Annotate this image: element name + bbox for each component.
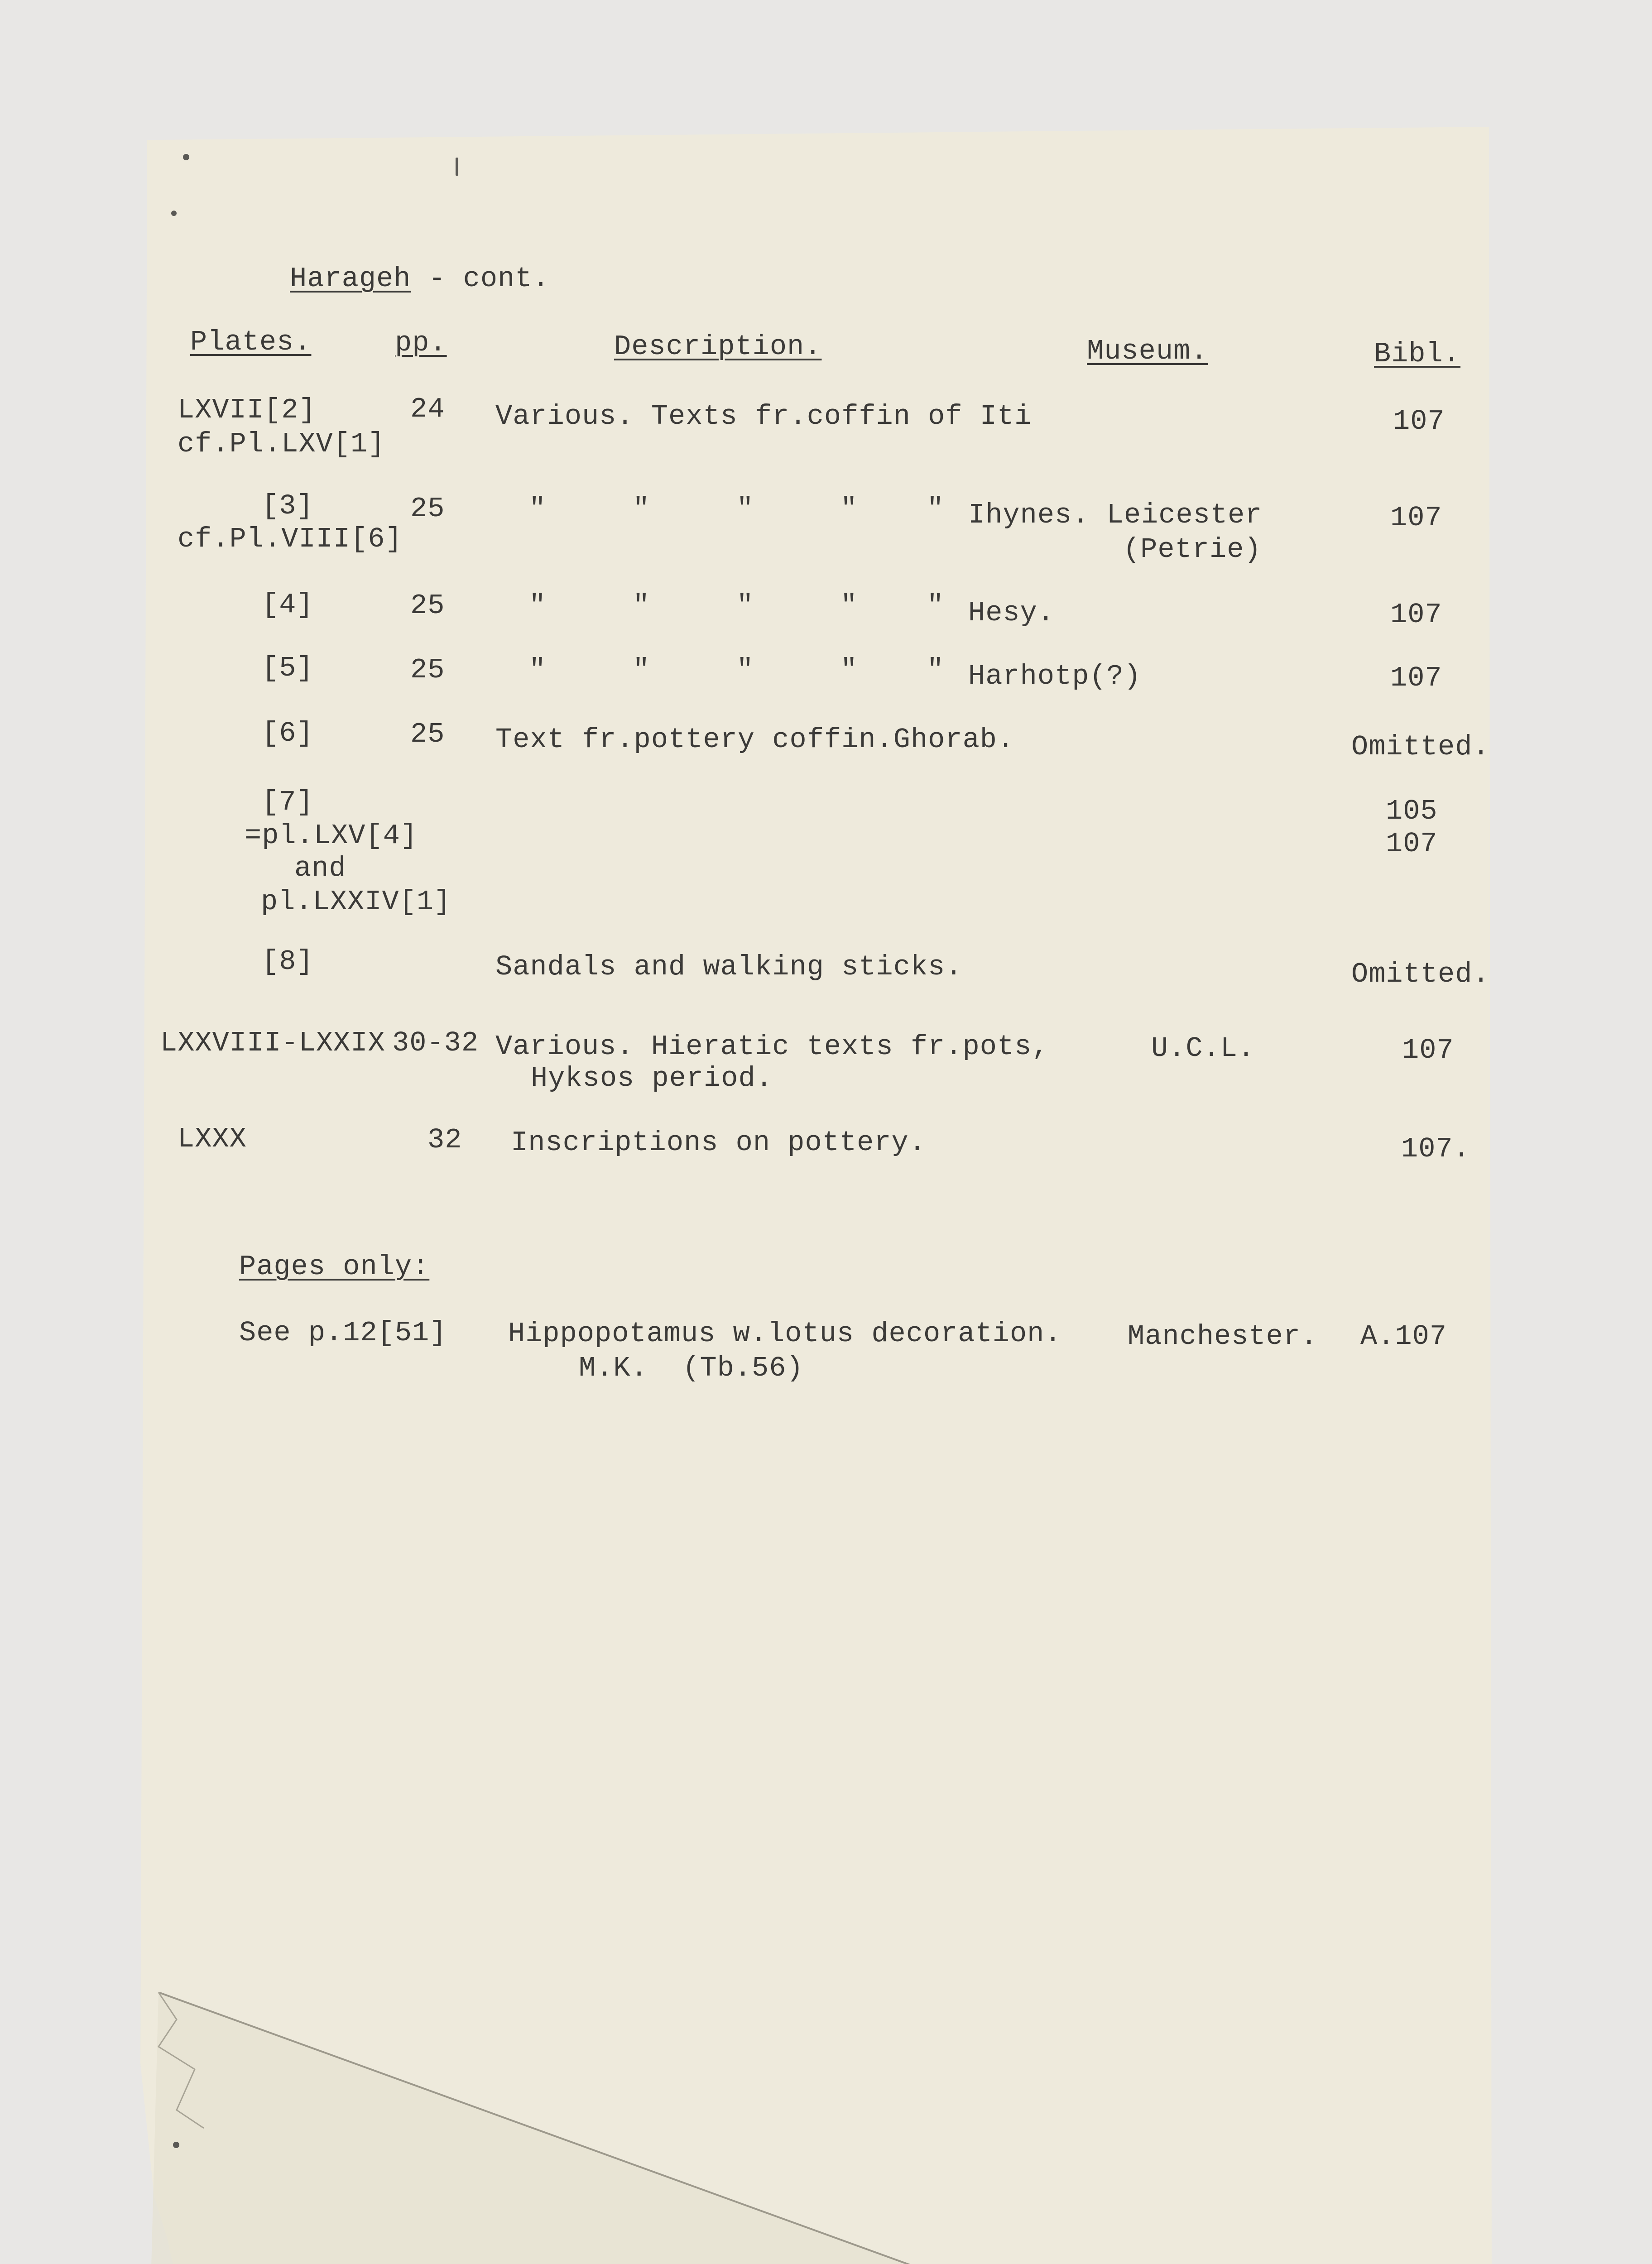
description-text: Various. Hieratic texts fr.pots, <box>495 1031 1049 1063</box>
page-number: 25 <box>410 493 445 525</box>
bibliography-omitted: Omitted. <box>1351 958 1490 990</box>
museum-name: U.C.L. <box>1151 1032 1255 1065</box>
column-header-bibl: Bibl. <box>1374 338 1461 370</box>
bibliography-number: 107 <box>1390 662 1442 694</box>
page-number: 24 <box>410 393 445 425</box>
bibliography-number: 107 <box>1393 405 1445 437</box>
pin-hole-mark <box>173 2142 179 2148</box>
plate-reference-conjunction: and <box>294 852 346 884</box>
plate-reference: [3] <box>262 490 314 522</box>
column-header-museum: Museum. <box>1087 335 1208 367</box>
museum-name: Manchester. <box>1128 1320 1318 1353</box>
plate-reference: LXVII[2] <box>178 394 316 426</box>
description-text: Hyksos period. <box>531 1062 773 1094</box>
plate-reference: LXXVIII-LXXIX <box>160 1027 385 1059</box>
plate-reference: [5] <box>262 652 314 684</box>
bibliography-number: 105 <box>1386 795 1438 827</box>
page-number: 25 <box>410 718 445 750</box>
description-text: Hippopotamus w.lotus decoration. <box>508 1318 1062 1350</box>
museum-name: Hesy. <box>968 597 1055 629</box>
description-text: Inscriptions on pottery. <box>511 1127 926 1159</box>
column-header-description: Description. <box>614 331 822 363</box>
pin-hole-mark <box>171 211 177 216</box>
plate-reference: [6] <box>262 717 314 749</box>
museum-name: (Petrie) <box>1123 533 1262 566</box>
plate-reference: =pl.LXV[4] <box>245 820 418 852</box>
pin-hole-mark <box>456 158 458 176</box>
plate-reference: cf.Pl.VIII[6] <box>178 523 403 555</box>
description-text: Sandals and walking sticks. <box>495 951 963 983</box>
museum-name: Harhotp(?) <box>968 660 1142 692</box>
bibliography-number: 107 <box>1402 1034 1454 1066</box>
description-text: Various. Texts fr.coffin of Iti <box>495 400 1032 432</box>
plate-reference: [8] <box>262 945 314 978</box>
column-header-plates: Plates. <box>190 326 312 358</box>
bibliography-number: 107 <box>1386 828 1438 860</box>
plate-reference: cf.Pl.LXV[1] <box>178 428 385 460</box>
page-number: 25 <box>410 654 445 686</box>
ditto-marks: " " " " " <box>529 493 944 525</box>
plate-reference: pl.LXXIV[1] <box>261 886 451 918</box>
ditto-marks: " " " " " <box>529 654 944 686</box>
plate-reference: [4] <box>262 589 314 621</box>
museum-name: Ihynes. Leicester <box>968 499 1263 531</box>
pin-hole-mark <box>183 154 189 160</box>
column-header-pp: pp. <box>395 327 447 359</box>
bibliography-number: 107. <box>1401 1133 1470 1165</box>
ditto-marks: " " " " " <box>529 590 944 622</box>
bibliography-number: A.107 <box>1360 1320 1447 1353</box>
page-number: 32 <box>427 1124 462 1156</box>
page-number: 25 <box>410 590 445 622</box>
description-text: Text fr.pottery coffin.Ghorab. <box>495 724 1015 756</box>
document-title: Harageh <box>290 263 411 295</box>
page-reference: See p.12[51] <box>239 1317 447 1349</box>
pages-only-heading: Pages only: <box>239 1251 430 1283</box>
bibliography-omitted: Omitted. <box>1351 731 1490 763</box>
description-text: M.K. (Tb.56) <box>579 1352 804 1384</box>
plate-reference: [7] <box>262 786 314 818</box>
document-title-suffix: - cont. <box>411 263 550 295</box>
plate-reference: LXXX <box>178 1123 247 1155</box>
bibliography-number: 107 <box>1390 599 1442 631</box>
bibliography-number: 107 <box>1390 502 1442 534</box>
page-number: 30-32 <box>392 1027 479 1059</box>
